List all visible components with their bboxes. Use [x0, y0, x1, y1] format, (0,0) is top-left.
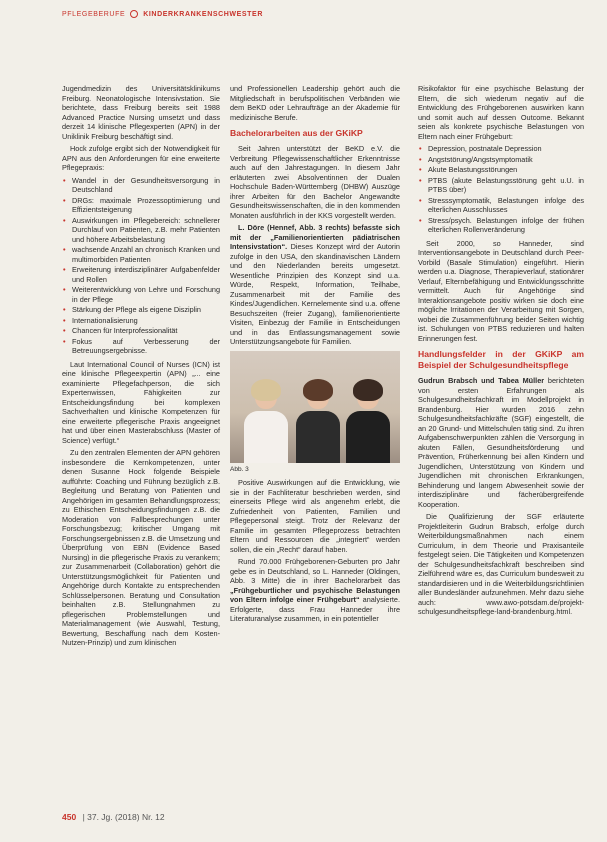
- column-3: [418, 84, 584, 620]
- photo-caption: Abb. 3: [230, 465, 249, 473]
- body-text: analysierte. Erfolgerte, dass Frau Hanneder ihre Literaturanalyse zusammen, in ein potentieller: [230, 595, 400, 623]
- lead-text: Gudrun Brabsch und Tabea Müller: [418, 376, 545, 385]
- paragraph: Zu den zentralen Elementen der APN gehören insbesondere die Kernkompetenzen, unter denen Susanne Hock folgende Beispiele aufführte: Coaching und Führung bezüglich z.B. Begleitung und Beratung von Patienten und Angehörigen im gesamten Behandlungsprozess; zu Ethischen Entscheidungsfindungen z.B. die Moderation von Fallbesprechungen unter Forschungsbezug; kritischer Umgang mit Forschungsergebnissen z.B. die Umsetzung und Überprüfung von EBN (Evidence Based Nursing) in die pflegerische Praxis zu verankern; zur Zusammenarbeit (Collaboration) gehört die Unterstützungsmöglichkeit für Patienten und Angehörige durch Kontakte zu entsprechenden Schlüsselpersonen. Beratung und Consultation beinhalten z.B. Stellungnahmen zu pflegerischen Problemstellungen und Materialmanagement (wie Auswahl, Testung, Bewertung, Beschaffung nach dem Kosten-Nutzen-Prinzip) und zum klinischen: [62, 448, 220, 647]
- list-item: • Wandel in der Gesundheitsversorgung in Deutschland: [72, 176, 220, 195]
- column-2: [230, 84, 400, 627]
- list-item: • wachsende Anzahl an chronisch Kranken und multimorbiden Patienten: [72, 245, 220, 264]
- body-text: berichteten von ersten Erfahrungen als Schulgesundheitsfachkraft im Modellprojekt in Brandenburg. Hier wurden 2016 zehn Schulgesundheitsfachkräfte (SGF) eingestellt, die an 20 Grund- und Mittelschulen tätig sind. Zu ihren Aufgabenschwerpunkten zählen die Versorgung in akuten Fällen, Gesundheitsförderung und Prävention, Früherkennung bei allen Kindern und Jugendlichen, Unterstützung von Kindern und Jugendlichen mit chronischen Erkrankungen, Behinderung und langem Abwesenheit sowie der interdisziplinäre und fächerübergreifende Kooperation.: [418, 376, 585, 509]
- person-figure: [296, 383, 340, 463]
- person-figure: [244, 383, 288, 463]
- list-item: • Depression, postnatale Depression: [428, 144, 584, 154]
- paragraph: [230, 557, 400, 624]
- list-item: • Stresssymptomatik, Belastungen infolge des elterlichen Ausschlusses: [428, 196, 584, 215]
- list-item: • Auswirkungen im Pflegebereich: schnellerer Durchlauf von Patienten, z.B. mehr Patienten und höhere Arbeitsbelastung: [72, 216, 220, 245]
- paragraph: Risikofaktor für eine psychische Belastung der Eltern, die sich wiederum negativ auf die Entwicklung des Frühgeborenen auswirken kann und somit auch auf dessen Outcome. Bekannt seien als konkrete psychische Belastungen von Eltern nach einer Frühgeburt:: [418, 84, 584, 141]
- list-item: • Stärkung der Pflege als eigene Disziplin: [72, 305, 220, 315]
- body-text: Rund 70.000 Frühgeborenen-Geburten pro Jahr gebe es in Deutschland, so L. Hanneder (Oldingen, Abb. 3 Mitte) die in ihrer Bachelorarbeit das: [230, 557, 400, 585]
- magazine-logo-icon: [130, 10, 138, 18]
- paragraph: Jugendmedizin des Universitätsklinikums Freiburg. Neonatologische Intensivstation. Sie berichtete, dass Freiburg bereits seit 1988 Advanced Practice Nursing umsetzt und dass derzeit 14 klinische Pflegexperten (APN) in der Uniklinik Freiburg beschäftigt sind.: [62, 84, 220, 141]
- section-heading: Bachelorarbeiten aus der GKiKP: [230, 128, 363, 138]
- header-magazine: KINDERKRANKENSCHWESTER: [143, 10, 263, 18]
- paragraph: Seit 2000, so Hanneder, sind Interventionsangebote in Deutschland durch Peer-Vorbild (Basale Stimulation) eingeführt. Hierin werden u.a. Diagnose, Therapieverlauf, stationärer Verlauf, Elternbefähigung und Entwicklungsschritte vermittelt. Auch für Angehörige sind Interaktionsangebote positiv wirken sie doch eine mögliche Irritationen der Verarbeitung mit Sorgen, wobei die Zusammenführung beider Seiten wichtig ist. Schulungen von PTBS reduzieren und halten Erinnerungen fest.: [418, 238, 584, 343]
- paragraph: Hock zufolge ergibt sich der Notwendigkeit für APN aus den Anforderungen für eine erweiterte Pflegepraxis:: [62, 144, 220, 172]
- list-item: • Fokus auf Verbesserung der Betreuungsergebnisse.: [72, 337, 220, 356]
- bullet-list: [62, 176, 220, 356]
- list-item: • Internationalisierung: [72, 316, 220, 326]
- paragraph: [230, 223, 400, 347]
- paragraph: [418, 376, 584, 509]
- body-text: Dieses Konzept wird der Autorin zufolge in den USA, den skandinavischen Ländern und den Niederlanden bereits umgesetzt. Wesentliche Prinzipien des Konzept sind u.a. Würde, Respekt, Information, Teilhabe, Zusammenarbeit mit der Familie des Kindes/Jugendlichen. Kernelemente sind u.a. offene Besuchszeiten (freier Zugang), familienorientierte Visiten, Einbezug der Familie in Entscheidungen und in das Entlassungsmanagement sowie Unterstützungsangebote für Familien.: [230, 242, 400, 346]
- list-item: • PTBS (akute Belastungsstörung geht u.U. in PTBS über): [428, 176, 584, 195]
- paragraph: Laut International Council of Nurses (ICN) ist eine klinische Pflegeexpertin (APN) „... eine examinierte Pflegefachperson, die sich Expertenwissen, Fähigkeiten zur Entscheidungsfindung bei komplexen Sachverhalten und klinische Kompetenzen für eine erweiterte pflegerische Praxis angeeignet hat und über einen Masterabschluss (Master of Science) verfügt.“: [62, 359, 220, 445]
- list-item: • DRGs: maximale Prozessoptimierung und Effizientsteigerung: [72, 196, 220, 215]
- column-1: [62, 84, 220, 651]
- lead-text: L. Döre (Hennef, Abb. 3 rechts) befasste sich mit der „Familienorientierten pädiatrischen Intensivstation“.: [230, 223, 400, 251]
- list-item: • Akute Belastungsstörungen: [428, 165, 584, 175]
- bullet-list: [418, 144, 584, 235]
- list-item: • Weiterentwicklung von Lehre und Forschung in der Pflege: [72, 285, 220, 304]
- person-figure: [346, 383, 390, 463]
- list-item: • Angststörung/Angstsymptomatik: [428, 155, 584, 165]
- paragraph: Die Qualifizierung der SGF erläuterte Projektleiterin Gudrun Brabsch, erfolge durch Weiterbildungsmaßnahmen nach einem Curriculum, in dem Theorie und Praxisanteile festgelegt seien. Die Tätigkeiten und Kompetenzen der Schulgesundheitsfachkraft beschreiben sind Zielführend wäre es, das Curriculum bundesweit zu standardisieren und in die Weiterbildungsrichtlinien aller Bundesländer aufzunehmen. Mehr dazu siehe auch: www.awo-potsdam.de/projekt-schulgesundheitspflege-land-brandenburg.html.: [418, 512, 584, 616]
- page-header: [62, 10, 587, 18]
- page-footer: [62, 812, 165, 822]
- list-item: • Erweiterung interdisziplinärer Aufgabenfelder und Rollen: [72, 265, 220, 284]
- section-heading: Handlungsfelder in der GKiKP am Beispiel der Schulgesundheitspflege: [418, 349, 584, 370]
- issue-info: | 37. Jg. (2018) Nr. 12: [82, 812, 165, 822]
- group-photo: [230, 351, 400, 463]
- paragraph: Seit Jahren unterstützt der BeKD e.V. die Verbreitung Pflegewissenschaftlicher Erkenntnisse auch auf den Jahrestagungen. In diesem Jahr erläuterten zwei Absolventinnen der Dualen Hochschule Baden-Württemberg (DHBW) Auszüge ihrer Arbeiten für den Bachelor Angewandte Gesundheitswissenschaften, die in den kommenden Monaten ausführlich in der KKS vorgestellt werden.: [230, 144, 400, 220]
- paragraph: und Professionellen Leadership gehört auch die Mitgliedschaft in berufspolitischen Verbänden wie dem BeKD oder Lehraufträge an der Akademie für medizinische Berufe.: [230, 84, 400, 122]
- list-item: • Stress/psych. Belastungen infolge der frühen elterlichen Rollenveränderung: [428, 216, 584, 235]
- emphasis-text: „Frühgeburtlicher und psychische Belastungen von Eltern infolge einer Frühgeburt“: [230, 585, 400, 604]
- paragraph: Positive Auswirkungen auf die Entwicklung, wie sie in der Fachliteratur beschrieben werden, sind einerseits Pflege wird als angenehm erlebt, die Zufriedenheit von Patienten, Familien und Pflegepersonal steigt. Trotz der Relevanz der Familie im gesamten Pflegeprozess betrachten Eltern und Ressourcen die „integriert“ werden sollen, die ein „Recht“ darauf haben.: [230, 478, 400, 554]
- page-number: 450: [62, 812, 77, 822]
- list-item: • Chancen für Interprofessionalität: [72, 326, 220, 336]
- header-section: PFLEGEBERUFE: [62, 10, 126, 18]
